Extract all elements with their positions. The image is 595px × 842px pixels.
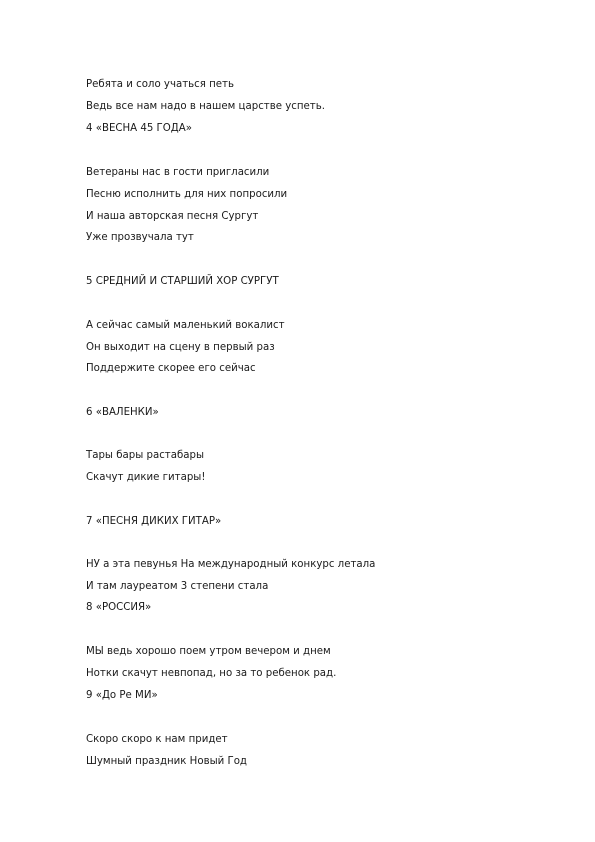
text-line: МЫ ведь хорошо поем утром вечером и днем: [86, 646, 331, 657]
text-line: И там лауреатом 3 степени стала: [86, 581, 269, 592]
text-line: Тары бары растабары: [86, 450, 205, 461]
text-line: НУ а эта певунья На международный конкурс летала: [86, 559, 376, 570]
text-line: И наша авторская песня Сургут: [86, 211, 259, 222]
text-line: Песню исполнить для них попросили: [86, 189, 288, 200]
text-line: Шумный праздник Новый Год: [86, 756, 247, 767]
section-heading: 8 «РОССИЯ»: [86, 602, 152, 613]
text-line: Уже прозвучала тут: [86, 232, 194, 243]
section-heading: 9 «До Ре МИ»: [86, 690, 158, 701]
text-line: Ветераны нас в гости пригласили: [86, 167, 270, 178]
text-line: Скачут дикие гитары!: [86, 472, 206, 483]
section-heading: 4 «ВЕСНА 45 ГОДА»: [86, 123, 192, 134]
text-line: А сейчас самый маленький вокалист: [86, 320, 285, 331]
text-line: Ведь все нам надо в нашем царстве успеть.: [86, 101, 325, 112]
text-line: Он выходит на сцену в первый раз: [86, 342, 275, 353]
section-heading: 6 «ВАЛЕНКИ»: [86, 407, 159, 418]
text-line: Поддержите скорее его сейчас: [86, 363, 256, 374]
text-line: Ребята и соло учаться петь: [86, 79, 234, 90]
text-line: Скоро скоро к нам придет: [86, 734, 228, 745]
section-heading: 5 СРЕДНИЙ И СТАРШИЙ ХОР СУРГУТ: [86, 276, 279, 287]
section-heading: 7 «ПЕСНЯ ДИКИХ ГИТАР»: [86, 516, 222, 527]
text-line: Нотки скачут невпопад, но за то ребенок рад.: [86, 668, 337, 679]
